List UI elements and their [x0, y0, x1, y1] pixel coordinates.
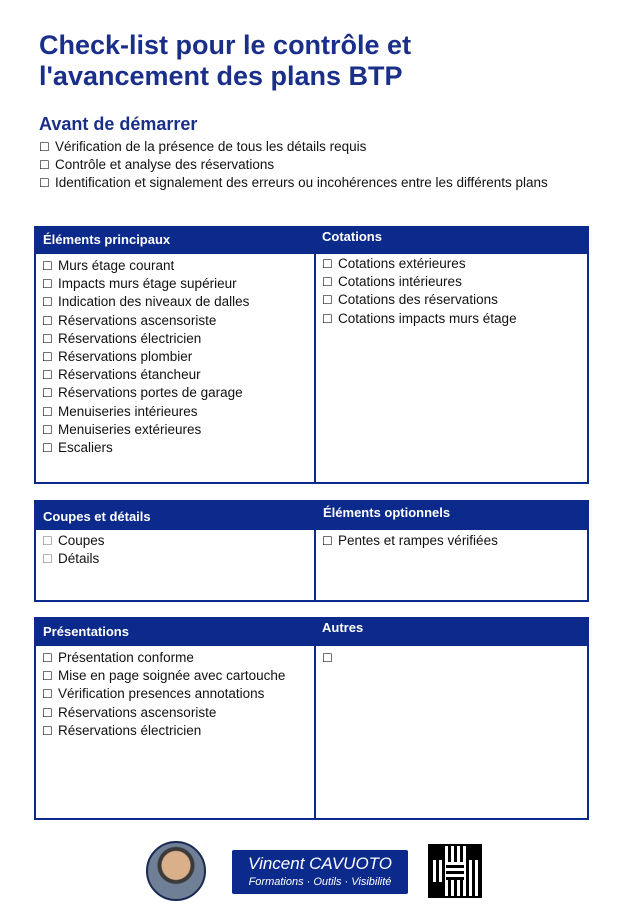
checkbox-icon[interactable]: ☐ [42, 422, 53, 437]
list-item [42, 384, 249, 402]
checkbox-icon[interactable]: ☐ [39, 176, 50, 190]
checkbox-icon[interactable]: ☐ [42, 552, 53, 566]
list-item-label: Murs étage courant [58, 258, 175, 273]
list-item [42, 275, 249, 293]
checklist-left [42, 649, 285, 740]
intro-heading: Avant de démarrer [39, 114, 198, 134]
checklist-right [322, 532, 498, 550]
list-item [42, 550, 105, 568]
list-item [42, 348, 249, 366]
checkbox-icon[interactable]: ☐ [42, 386, 53, 401]
section-header [36, 619, 587, 646]
column-divider [314, 530, 316, 600]
list-item [322, 649, 338, 667]
intro-checklist [39, 138, 548, 192]
checklist-left [42, 532, 105, 568]
list-item-label: Réservations électricien [58, 722, 202, 738]
list-item-label: Mise en page soignée avec cartouche [58, 668, 286, 684]
section-body [36, 646, 587, 818]
list-item-label: Cotations intérieures [338, 274, 462, 290]
list-item [42, 532, 105, 550]
checklist-right [322, 649, 338, 667]
section-title-left: Coupes et détails [43, 509, 151, 524]
list-item-label: Vérification presences annotations [58, 686, 265, 702]
list-item [322, 291, 517, 309]
list-item-label: Cotations impacts murs étage [338, 310, 517, 326]
list-item [39, 156, 548, 174]
list-item-label: Réservations ascensoriste [58, 704, 217, 720]
checkbox-icon[interactable]: ☐ [322, 651, 333, 665]
checkbox-icon[interactable]: ☐ [322, 311, 333, 326]
footer [0, 841, 628, 911]
page-title-line-2: l'avancement des plans BTP [39, 61, 403, 91]
section-title-right: Cotations [322, 229, 382, 244]
list-item [39, 138, 548, 156]
checkbox-icon[interactable]: ☐ [39, 140, 50, 154]
checkbox-icon[interactable]: ☐ [42, 404, 53, 419]
page-title-line-1: Check-list pour le contrôle et [39, 30, 412, 60]
section-presentations [34, 617, 589, 820]
checkbox-icon[interactable]: ☐ [322, 534, 333, 548]
section-title-left: Éléments principaux [43, 232, 171, 247]
section-title-left: Présentations [43, 624, 129, 639]
section-title-right: Autres [322, 620, 364, 635]
checkbox-icon[interactable]: ☐ [42, 331, 53, 346]
list-item-label: Réservations plombier [58, 349, 193, 365]
author-avatar [146, 841, 206, 901]
checkbox-icon[interactable]: ☐ [322, 275, 333, 290]
brand-tagline: Formations · Outils · Visibilité [248, 876, 392, 888]
list-item [42, 685, 285, 703]
section-title-right: Éléments optionnels [323, 505, 451, 520]
section-coupes-et-details [34, 500, 589, 602]
checkbox-icon[interactable]: ☐ [42, 669, 53, 684]
checkbox-icon[interactable]: ☐ [42, 259, 53, 273]
checkbox-icon[interactable]: ☐ [42, 534, 53, 548]
list-item [39, 174, 548, 192]
checkbox-icon[interactable]: ☐ [42, 441, 53, 456]
list-item [42, 403, 249, 421]
list-item-label: Détails [58, 551, 100, 566]
list-item-label: Réservations électricien [58, 330, 202, 346]
list-item-label: Présentation conforme [58, 650, 194, 665]
checkbox-icon[interactable]: ☐ [42, 277, 53, 292]
list-item [42, 366, 249, 384]
section-body [36, 530, 587, 600]
checkbox-icon[interactable]: ☐ [42, 705, 53, 720]
list-item-label: Coupes [58, 533, 105, 548]
list-item-label: Réservations portes de garage [58, 385, 243, 401]
qr-code-icon[interactable] [430, 846, 480, 896]
list-item-label: Cotations extérieures [338, 256, 466, 271]
section-elements-principaux [34, 226, 589, 484]
brand-name: Vincent CAVUOTO [248, 854, 392, 873]
list-item-label: Indication des niveaux de dalles [58, 294, 250, 310]
list-item [42, 312, 249, 330]
column-divider [314, 254, 316, 482]
list-item-label: Menuiseries extérieures [58, 421, 202, 437]
column-divider [314, 646, 316, 818]
list-item-label: Pentes et rampes vérifiées [338, 533, 498, 548]
list-item-label: Contrôle et analyse des réservations [55, 157, 275, 172]
checkbox-icon[interactable]: ☐ [42, 687, 53, 702]
list-item-label: Réservations étancheur [58, 367, 201, 383]
list-item [42, 667, 285, 685]
checkbox-icon[interactable]: ☐ [42, 651, 53, 665]
list-item-label: Impacts murs étage supérieur [58, 276, 237, 292]
list-item-label: Cotations des réservations [338, 292, 498, 308]
list-item-label: Réservations ascensoriste [58, 312, 217, 328]
checkbox-icon[interactable]: ☐ [322, 293, 333, 308]
list-item-label: Menuiseries intérieures [58, 403, 198, 419]
list-item [322, 255, 517, 273]
list-item [42, 421, 249, 439]
list-item-label: Vérification de la présence de tous les détails requis [55, 139, 367, 154]
list-item [42, 257, 249, 275]
list-item [322, 532, 498, 550]
list-item-label: Identification et signalement des erreurs ou incohérences entre les différents plans [55, 175, 548, 190]
checkbox-icon[interactable]: ☐ [322, 257, 333, 271]
list-item [42, 293, 249, 311]
list-item [42, 649, 285, 667]
list-item [42, 722, 285, 740]
checklist-left [42, 257, 249, 457]
checkbox-icon[interactable]: ☐ [42, 295, 53, 310]
checkbox-icon[interactable]: ☐ [42, 368, 53, 383]
section-header [36, 502, 587, 530]
checkbox-icon[interactable]: ☐ [42, 350, 53, 365]
list-item [42, 704, 285, 722]
list-item [322, 273, 517, 291]
checklist-right [322, 255, 517, 328]
brand-logo [232, 850, 408, 894]
list-item [322, 310, 517, 328]
page-title [39, 30, 599, 92]
checkbox-icon[interactable]: ☐ [39, 158, 50, 172]
checkbox-icon[interactable]: ☐ [42, 313, 53, 328]
section-header [36, 228, 587, 254]
list-item [42, 330, 249, 348]
list-item [42, 439, 249, 457]
checkbox-icon[interactable]: ☐ [42, 723, 53, 738]
section-body [36, 254, 587, 482]
list-item-label: Escaliers [58, 440, 113, 456]
